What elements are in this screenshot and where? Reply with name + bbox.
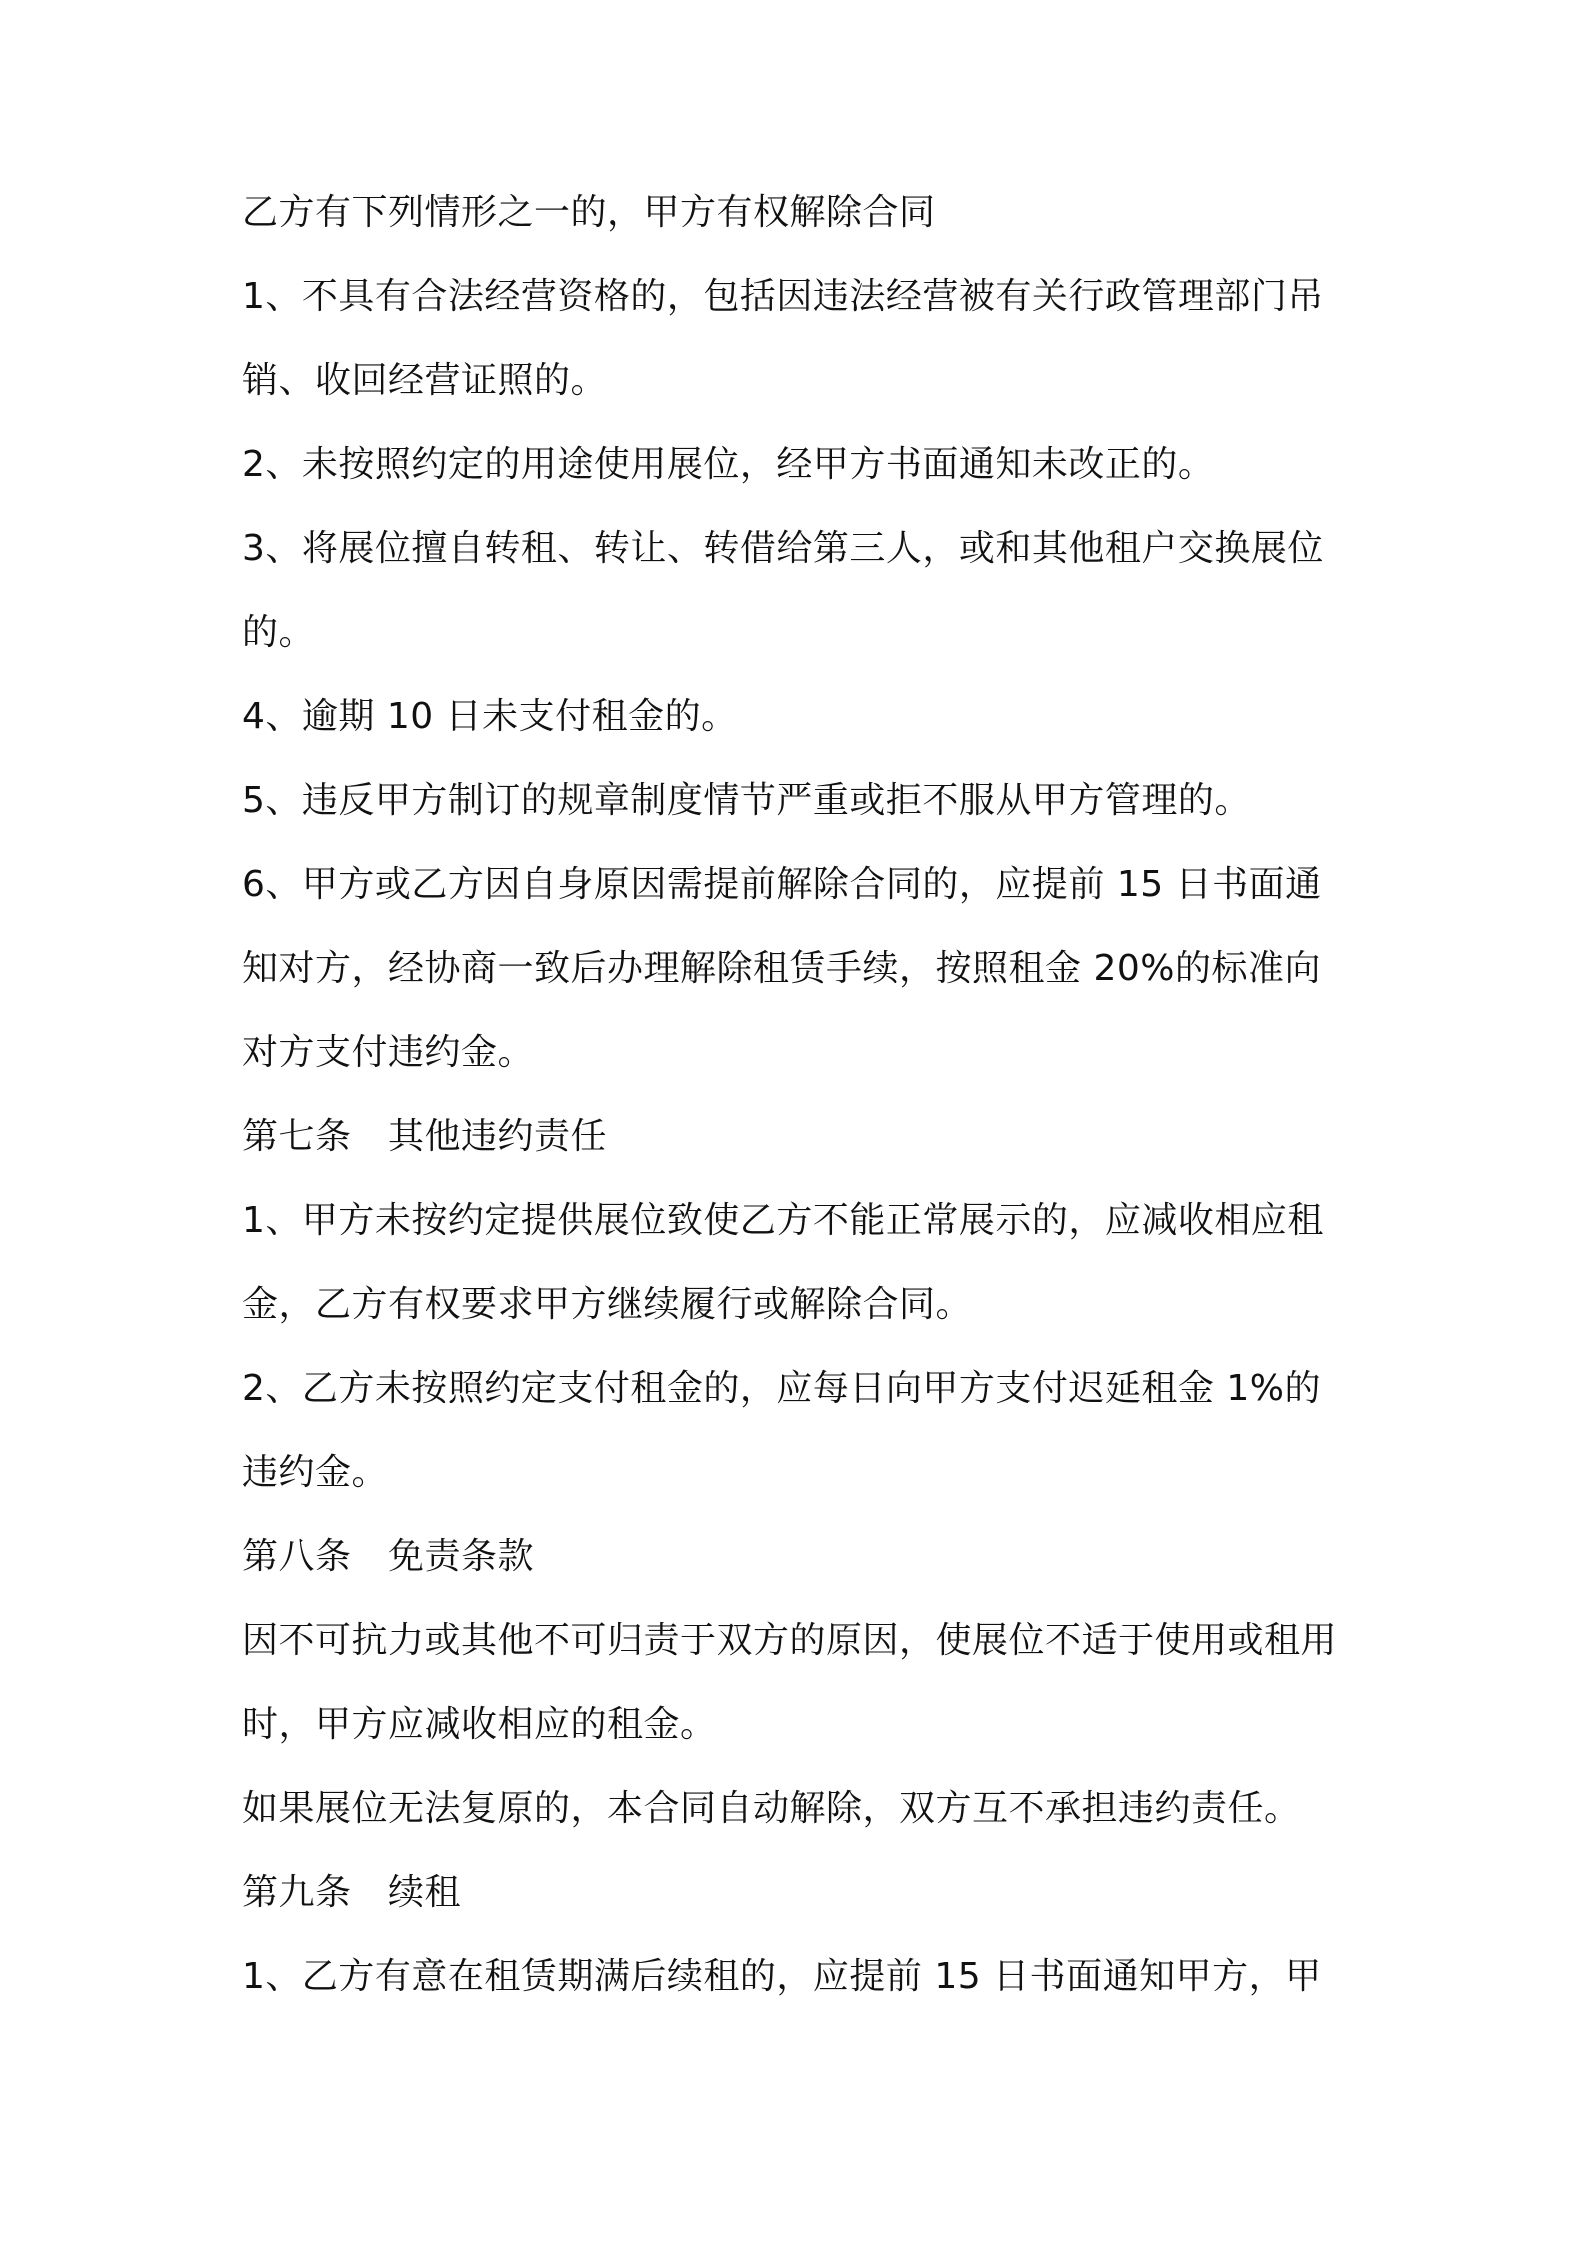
document-body — [242, 192, 1362, 2040]
text-line: 4、逾期 10 日未支付租金的。 — [242, 696, 738, 737]
text-line: 2、未按照约定的用途使用展位，经甲方书面通知未改正的。 — [242, 444, 1215, 485]
text-line: 对方支付违约金。 — [242, 1032, 535, 1073]
section-heading: 第八条 免责条款 — [242, 1536, 535, 1577]
text-line: 1、不具有合法经营资格的，包括因违法经营被有关行政管理部门吊 — [242, 276, 1324, 317]
text-line: 的。 — [242, 612, 316, 653]
text-line: 知对方，经协商一致后办理解除租赁手续，按照租金 20%的标准向 — [242, 948, 1321, 989]
section-heading: 第九条 续租 — [242, 1872, 462, 1913]
text-line: 1、甲方未按约定提供展位致使乙方不能正常展示的，应减收相应租 — [242, 1200, 1324, 1241]
text-line: 5、违反甲方制订的规章制度情节严重或拒不服从甲方管理的。 — [242, 780, 1251, 821]
text-line: 时，甲方应减收相应的租金。 — [242, 1704, 717, 1745]
text-line: 因不可抗力或其他不可归责于双方的原因，使展位不适于使用或租用 — [242, 1620, 1338, 1661]
text-line: 金，乙方有权要求甲方继续履行或解除合同。 — [242, 1284, 973, 1325]
text-line: 违约金。 — [242, 1452, 389, 1493]
section-heading: 第七条 其他违约责任 — [242, 1116, 608, 1157]
text-line: 2、乙方未按照约定支付租金的，应每日向甲方支付迟延租金 1%的 — [242, 1368, 1321, 1409]
text-line: 6、甲方或乙方因自身原因需提前解除合同的，应提前 15 日书面通 — [242, 864, 1322, 905]
text-line: 1、乙方有意在租赁期满后续租的，应提前 15 日书面通知甲方，甲 — [242, 1956, 1322, 1997]
text-line: 3、将展位擅自转租、转让、转借给第三人，或和其他租户交换展位 — [242, 528, 1324, 569]
text-line: 销、收回经营证照的。 — [242, 360, 608, 401]
text-line: 乙方有下列情形之一的，甲方有权解除合同 — [242, 192, 936, 233]
text-line: 如果展位无法复原的，本合同自动解除，双方互不承担违约责任。 — [242, 1788, 1301, 1829]
